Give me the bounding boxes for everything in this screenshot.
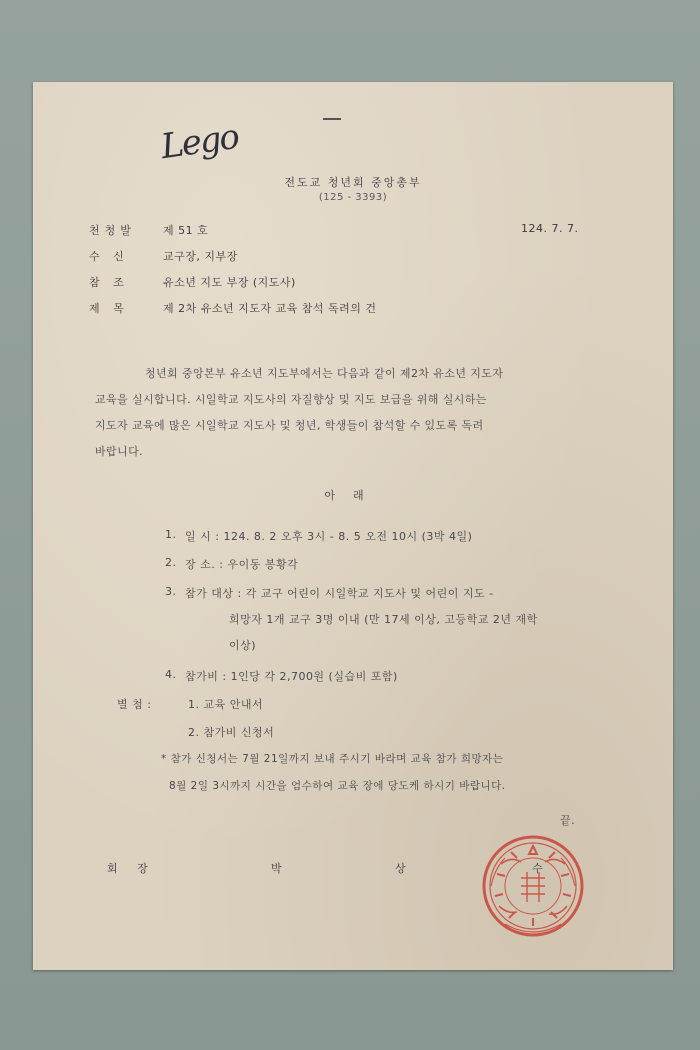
handwritten-note: Lego (158, 116, 241, 168)
list-item: 참가비 : 1인당 각 2,700원 (실습비 포함) (185, 670, 398, 683)
item-number: 1. (165, 528, 177, 541)
closing-mark: 끝. (560, 814, 576, 827)
reference: 유소년 지도 부장 (지도사) (163, 276, 296, 289)
doc-number-label: 천청발 (89, 224, 136, 237)
signer-name-part: 박 (271, 862, 283, 875)
note-line: * 참가 신청서는 7월 21일까지 보내 주시기 바라며 교육 참가 희망자는 (161, 753, 504, 765)
organization-name: 전도교 청년회 중앙총부 (284, 176, 422, 189)
signer-name-part: 수 (532, 862, 544, 875)
list-item: 참가 대상 : 각 교구 어린이 시일학교 지도사 및 어린이 지도 - (185, 587, 494, 600)
doc-number: 제 51 호 (163, 224, 209, 237)
attachment-item: 1. 교육 안내서 (188, 698, 264, 711)
list-item-continuation: 이상) (229, 639, 257, 652)
top-dash-mark (323, 118, 341, 120)
body-line: 교육을 실시합니다. 시일학교 지도사의 자질향상 및 지도 보급을 위해 실시하는 (95, 393, 487, 406)
section-title: 아래 (324, 489, 382, 502)
doc-date: 124. 7. 7. (521, 222, 579, 235)
list-item-continuation: 희망자 1개 교구 3명 이내 (만 17세 이상, 고등학교 2년 재학 (229, 613, 538, 626)
list-item: 장 소. : 우이동 봉황각 (185, 558, 299, 571)
note-line: 8월 2일 3시까지 시간을 엄수하여 교육 장에 당도케 하시기 바랍니다. (169, 780, 506, 792)
body-line: 지도자 교육에 많은 시일학교 지도사 및 청년, 학생들이 참석할 수 있도록 독려 (95, 419, 484, 432)
recipient: 교구장, 지부장 (163, 250, 238, 263)
document-page (33, 82, 673, 970)
attachments-label: 별 첨 : (117, 698, 152, 711)
reference-label: 참 조 (89, 276, 129, 289)
organization-code: (125 - 3393) (318, 192, 388, 203)
recipient-label: 수 신 (89, 250, 129, 263)
subject: 제 2차 유소년 지도자 교육 참석 독려의 건 (163, 302, 377, 315)
list-item: 일 시 : 124. 8. 2 오후 3시 - 8. 5 오전 10시 (3박 4일) (185, 530, 473, 543)
item-number: 4. (165, 668, 177, 681)
signer-title: 회 장 (107, 862, 156, 875)
item-number: 3. (165, 585, 177, 598)
subject-label: 제 목 (89, 302, 129, 315)
body-line: 청년회 중앙본부 유소년 지도부에서는 다음과 같이 제2차 유소년 지도자 (145, 367, 504, 380)
signer-name-part: 상 (395, 862, 407, 875)
official-seal-stamp (481, 834, 585, 938)
item-number: 2. (165, 556, 177, 569)
body-line: 바랍니다. (95, 445, 144, 458)
attachment-item: 2. 참가비 신청서 (188, 726, 275, 739)
